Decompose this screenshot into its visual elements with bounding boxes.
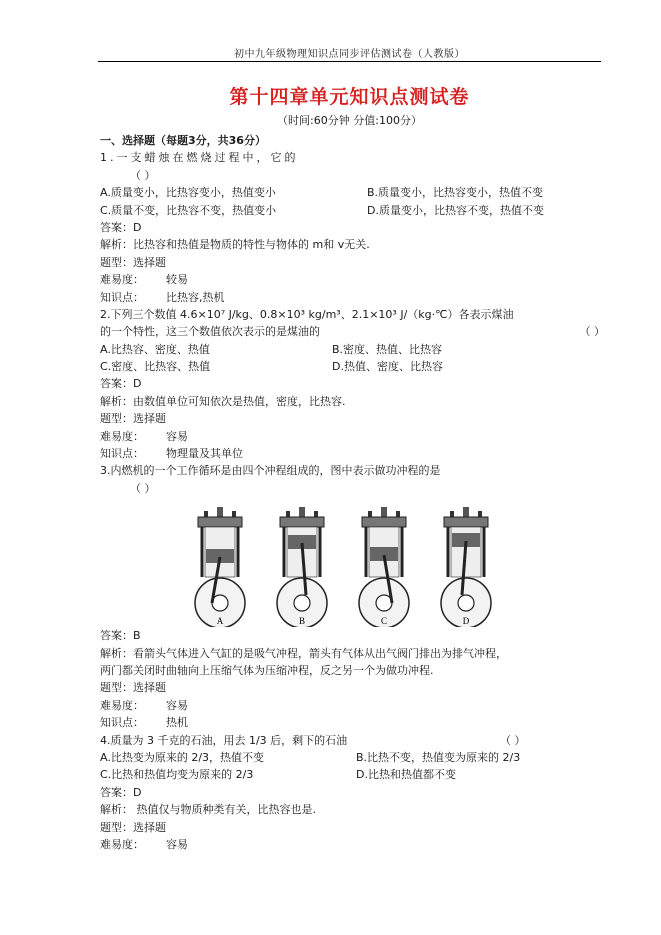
q4-option-a: A.比热变为原来的 2/3，热值不变 — [100, 750, 265, 764]
q4-options-row2 — [100, 766, 605, 783]
q2-knowledge-point — [100, 445, 605, 462]
q1-option-c: C.质量不变，比热容不变，热值变小 — [100, 203, 277, 217]
engine-c — [359, 507, 409, 627]
difficulty-label: 难易度： — [100, 273, 144, 287]
difficulty-label: 难易度： — [100, 698, 144, 712]
q3-answer: 答案：B — [100, 629, 141, 643]
q3-difficulty — [100, 697, 605, 714]
q1-options-row2 — [100, 202, 605, 219]
exam-info: （时间:60分钟 分值:100分） — [277, 114, 422, 127]
q2-options-row1 — [100, 341, 605, 358]
q3-stem: 3.内燃机的一个工作循环是由四个冲程组成的，图中表示做功冲程的是 — [100, 464, 441, 478]
q2-type — [100, 410, 605, 427]
q4-type — [100, 819, 605, 836]
q1-option-a: A.质量变小，比热容变小，热值变小 — [100, 186, 276, 200]
point-label: 知识点： — [100, 716, 144, 730]
question-content — [100, 132, 605, 853]
q2-difficulty — [100, 428, 605, 445]
q1-knowledge-point — [100, 289, 605, 306]
figure-label-a: A — [216, 616, 224, 627]
q1-type — [100, 254, 605, 271]
difficulty-label: 难易度： — [100, 429, 144, 443]
section-heading: 一、选择题（每题3分，共36分） — [100, 134, 266, 147]
q1-stem: 1.一支蜡烛在燃烧过程中，它的 — [100, 151, 299, 165]
page-header: 初中九年级物理知识点同步评估测试卷（人教版） — [234, 49, 465, 60]
q4-stem: 4.质量为 3 千克的石油，用去 1/3 后，剩下的石油 — [100, 733, 348, 747]
difficulty-label: 难易度： — [100, 837, 144, 851]
q2-option-b: B.密度、热值、比热容 — [332, 342, 443, 356]
figure-label-c: C — [380, 616, 388, 627]
q4-stem-line — [100, 732, 605, 749]
q3-analysis-line2: 两门都关闭时曲轴向上压缩气体为压缩冲程，反之另一个为做功冲程. — [100, 663, 434, 677]
type-label: 题型： — [100, 681, 133, 695]
q4-option-d: D.比热和热值都不变 — [356, 768, 456, 782]
point-label: 知识点： — [100, 290, 144, 304]
q1-options-row1 — [100, 184, 605, 201]
q3-blank: （ ） — [130, 481, 156, 495]
type-value: 选择题 — [133, 681, 166, 695]
engine-d — [441, 507, 491, 627]
engine-strokes-figure — [100, 497, 605, 627]
q3-type — [100, 679, 605, 696]
type-label: 题型： — [100, 412, 133, 426]
q1-option-b: B.质量变小，比热容变小，热值不变 — [367, 186, 544, 200]
q3-knowledge-point — [100, 714, 605, 731]
q4-options-row1 — [100, 749, 605, 766]
difficulty-value: 较易 — [166, 273, 188, 287]
q4-option-c: C.比热和热值均变为原来的 2/3 — [100, 768, 254, 782]
difficulty-value: 容易 — [166, 429, 188, 443]
q2-option-d: D.热值、密度、比热容 — [332, 360, 443, 374]
q1-analysis: 解析：比热容和热值是物质的特性与物体的 m和 v无关. — [100, 238, 370, 252]
q2-options-row2 — [100, 358, 605, 375]
point-value: 物理量及其单位 — [166, 447, 243, 461]
q1-difficulty — [100, 271, 605, 288]
type-label: 题型： — [100, 820, 133, 834]
point-label: 知识点： — [100, 447, 144, 461]
q2-answer: 答案：D — [100, 377, 142, 391]
engine-b — [277, 507, 327, 627]
point-value: 比热容,热机 — [166, 290, 225, 304]
q1-blank: （ ） — [130, 168, 156, 182]
q2-stem-line1: 2.下列三个数值 4.6×10⁷ J/kg、0.8×10³ kg/m³、2.1×10³ J/（kg·℃）各表示煤油 — [100, 307, 514, 321]
figure-label-d: D — [462, 616, 470, 627]
page-title: 第十四章单元知识点测试卷 — [229, 86, 470, 108]
header-rule — [98, 61, 601, 62]
engine-strokes-svg — [180, 502, 510, 627]
q4-analysis: 解析： 热值仅与物质种类有关，比热容也是. — [100, 803, 316, 817]
q4-option-b: B.比热不变，热值变为原来的 2/3 — [356, 750, 521, 764]
q2-stem-text: 的一个特性，这三个数值依次表示的是煤油的 — [100, 325, 320, 339]
q1-option-d: D.质量变小，比热容不变，热值不变 — [367, 203, 544, 217]
figure-label-b: B — [298, 616, 306, 627]
type-value: 选择题 — [133, 412, 166, 426]
q4-difficulty — [100, 836, 605, 853]
q2-stem-line2 — [100, 323, 605, 340]
type-value: 选择题 — [133, 820, 166, 834]
q4-answer: 答案：D — [100, 785, 142, 799]
q2-option-a: A.比热容、密度、热值 — [100, 342, 210, 356]
q2-option-c: C.密度、比热容、热值 — [100, 360, 211, 374]
q2-analysis: 解析：由数值单位可知依次是热值，密度，比热容. — [100, 394, 346, 408]
q2-blank: （ ） — [579, 325, 605, 339]
q1-answer: 答案：D — [100, 220, 142, 234]
type-label: 题型： — [100, 255, 133, 269]
type-value: 选择题 — [133, 255, 166, 269]
difficulty-value: 容易 — [166, 698, 188, 712]
point-value: 热机 — [166, 716, 188, 730]
difficulty-value: 容易 — [166, 837, 188, 851]
engine-a — [195, 507, 245, 627]
q4-blank: （ ） — [500, 733, 526, 747]
q3-analysis-line1: 解析：看箭头气体进入气缸的是吸气冲程，箭头有气体从出气阀门排出为排气冲程， — [100, 646, 507, 660]
